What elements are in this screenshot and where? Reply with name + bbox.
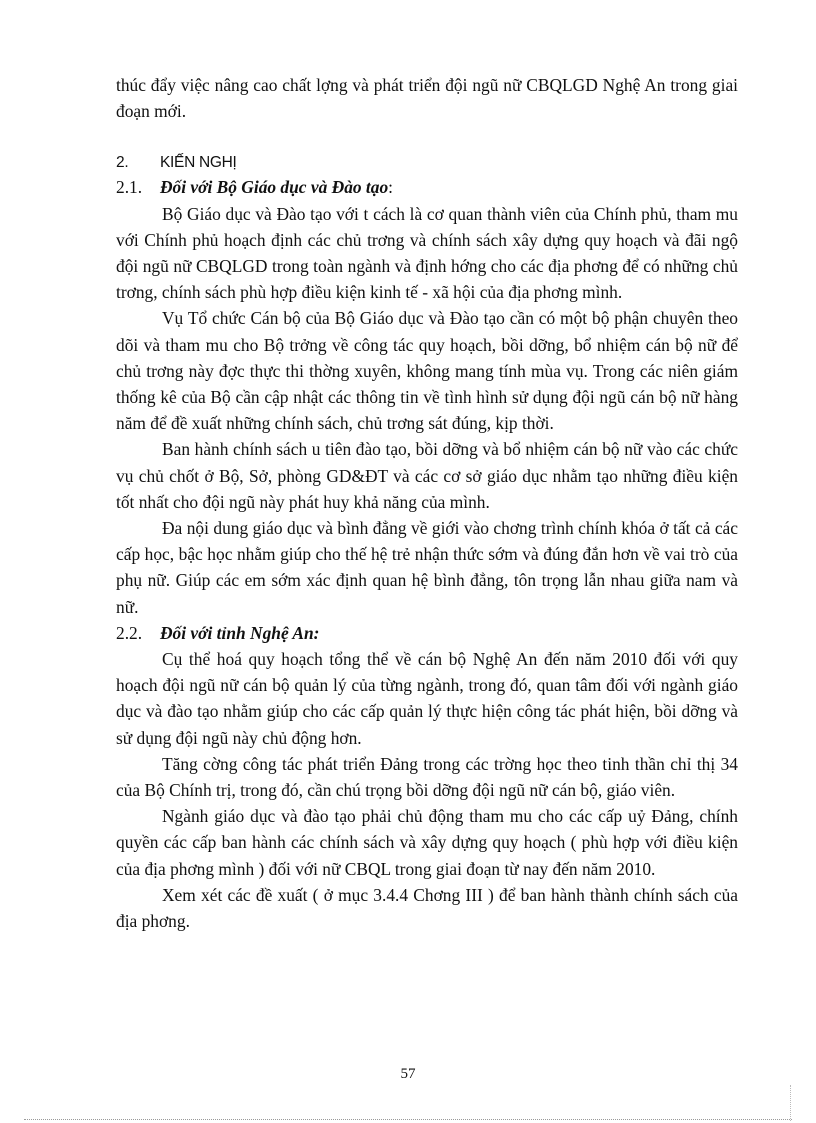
subsection-2-2-number: 2.2. (116, 622, 143, 643)
subsection-2-2-heading (116, 620, 738, 646)
document-body (116, 72, 738, 934)
paragraph: Đa nội dung giáo dục và bình đẳng về giới vào chơng trình chính khóa ở tất cả các cấp học, bậc học nhằm giúp cho thế hệ trẻ nhận thức sớm và đúng đắn hơn về vai trò của phụ nữ. Giúp các em sớm xác định quan hệ bình đẳng, tôn trọng lẫn nhau giữa nam và nữ. (116, 518, 738, 617)
spacer (116, 124, 738, 150)
section-heading-number: 2. (116, 154, 129, 172)
paragraph: Bộ Giáo dục và Đào tạo với t cách là cơ quan thành viên của Chính phủ, tham mu với Chính phủ hoạch định các chủ trơng và chính sách xây dựng quy hoạch và đãi ngộ đội ngũ nữ CBQLGD trong toàn ngành và định hớng cho các địa phơng để có những chủ trơng, chính sách phù hợp điều kiện kinh tế - xã hội của địa phơng mình. (116, 203, 738, 303)
section-heading (116, 152, 738, 174)
subsection-2-1-title: Đối với Bộ Giáo dục và Đào tạo (160, 177, 389, 198)
page-number: 57 (400, 1066, 416, 1082)
paragraph: Xem xét các đề xuất ( ở mục 3.4.4 Chơng III ) để ban hành thành chính sách của địa phơng. (116, 884, 738, 932)
paragraph: Cụ thể hoá quy hoạch tổng thể về cán bộ Nghệ An đến năm 2010 đối với quy hoạch đội ngũ nữ cán bộ quản lý của từng ngành, trong đó, quan tâm đối với ngành giáo dục và đào tạo nhằm giúp cho các cấp quản lý thực hiện công tác phát hiện, bồi dỡng và sử dụng đội ngũ này chủ động hơn. (116, 649, 738, 748)
subsection-2-1-suffix: : (388, 177, 393, 198)
paragraph: Ban hành chính sách u tiên đào tạo, bồi dỡng và bổ nhiệm cán bộ nữ vào các chức vụ chủ chốt ở Bộ, Sở, phòng GD&ĐT và các cơ sở giáo dục nhằm tạo những điều kiện tốt nhất cho đội ngũ này phát huy khả năng của mình. (116, 439, 738, 512)
paragraph: Tăng cờng công tác phát triển Đảng trong các trờng học theo tinh thần chỉ thị 34 của Bộ Chính trị, trong đó, cần chú trọng bồi dỡng đội ngũ nữ cán bộ, giáo viên. (116, 753, 738, 801)
subsection-2-1-number: 2.1. (116, 177, 143, 198)
paragraph: Vụ Tổ chức Cán bộ của Bộ Giáo dục và Đào tạo cần có một bộ phận chuyên theo dõi và tham mu cho Bộ trởng về công tác quy hoạch, bồi dỡng, bổ nhiệm cán bộ nữ để chủ trơng này đợc thực thi thờng xuyên, không mang tính mùa vụ. Trong các niên giám thống kê của Bộ cần cập nhật các thông tin về tình hình sử dụng đội ngũ cán bộ nữ hàng năm để đề xuất những chính sách, chủ trơng sát đúng, kịp thời. (116, 308, 738, 434)
margin-divider (790, 1085, 791, 1121)
subsection-2-1-heading (116, 174, 738, 200)
footer-divider (24, 1119, 792, 1120)
section-heading-title: KIẾN NGHỊ (160, 154, 237, 172)
intro-paragraph: thúc đẩy việc nâng cao chất lợng và phát triển đội ngũ nữ CBQLGD Nghệ An trong giai đoạn mới. (116, 75, 738, 122)
paragraph: Ngành giáo dục và đào tạo phải chủ động tham mu cho các cấp uỷ Đảng, chính quyền các cấp ban hành các chính sách và xây dựng quy hoạch ( phù hợp với điều kiện của địa phơng mình ) đối với nữ CBQL trong giai đoạn từ nay đến năm 2010. (116, 806, 738, 879)
subsection-2-2-title: Đối với tỉnh Nghệ An: (160, 622, 320, 643)
